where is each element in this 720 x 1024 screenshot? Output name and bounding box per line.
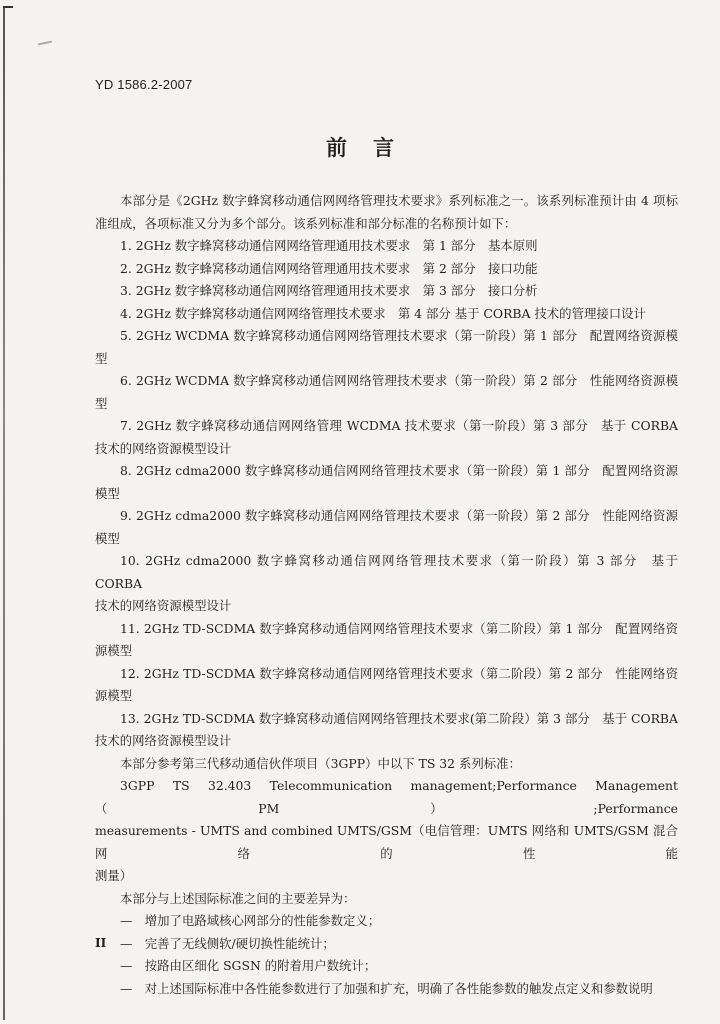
difference-item: — 对上述国际标准中各性能参数进行了加强和扩充，明确了各性能参数的触发点定义和参数说明 xyxy=(120,980,653,996)
differences-intro: 本部分与上述国际标准之间的主要差异为： xyxy=(120,890,356,906)
list-item-continuation: 型 xyxy=(95,395,108,411)
standards-list xyxy=(95,235,678,753)
list-item: 3. 2GHz 数字蜂窝移动通信网网络管理通用技术要求 第 3 部分 接口分析 xyxy=(120,283,538,298)
reference-line-3: 测量） xyxy=(95,868,133,883)
difference-item: — 完善了无线侧软/硬切换性能统计； xyxy=(120,935,335,951)
list-item: 12. 2GHz TD-SCDMA 数字蜂窝移动通信网网络管理技术要求（第二阶段）第 2 部分 性能网络资 xyxy=(120,665,678,681)
list-item-continuation: 源模型 xyxy=(95,643,133,658)
list-item-continuation: 技术的网络资源模型设计 xyxy=(95,440,232,456)
list-item: 4. 2GHz 数字蜂窝移动通信网网络管理技术要求 第 4 部分 基于 CORBA 技术的管理接口设计 xyxy=(120,305,646,321)
list-item: 8. 2GHz cdma2000 数字蜂窝移动通信网网络管理技术要求（第一阶段）第 1 部分 配置网络资源 xyxy=(120,463,678,478)
list-item: 6. 2GHz WCDMA 数字蜂窝移动通信网网络管理技术要求（第一阶段）第 2 部分 性能网络资源模 xyxy=(120,373,678,388)
list-item-continuation: 技术的网络资源模型设计 xyxy=(95,598,232,613)
intro-line-1: 本部分是《2GHz 数字蜂窝移动通信网网络管理技术要求》系列标准之一。该系列标准预计由 4 项标 xyxy=(120,193,678,208)
list-item: 11. 2GHz TD-SCDMA 数字蜂窝移动通信网网络管理技术要求（第二阶段）第 1 部分 配置网络资 xyxy=(120,620,678,636)
list-item-continuation: 模型 xyxy=(95,530,120,546)
difference-item: — 增加了电路域核心网部分的性能参数定义； xyxy=(120,913,381,928)
difference-item: — 按路由区细化 SGSN 的附着用户数统计； xyxy=(120,958,377,973)
list-item-continuation: 源模型 xyxy=(95,688,133,703)
reference-intro: 本部分参考第三代移动通信伙伴项目（3GPP）中以下 TS 32 系列标准： xyxy=(120,755,521,771)
list-item: 1. 2GHz 数字蜂窝移动通信网网络管理通用技术要求 第 1 部分 基本原则 xyxy=(120,238,538,253)
list-item: 7. 2GHz 数字蜂窝移动通信网网络管理 WCDMA 技术要求（第一阶段）第 3 部分 基于 CORBA xyxy=(120,418,678,433)
intro-line-2: 准组成，各项标准又分为多个部分。该系列标准和部分标准的名称预计如下： xyxy=(95,215,517,231)
scan-speck xyxy=(38,41,52,46)
list-item: 2. 2GHz 数字蜂窝移动通信网网络管理通用技术要求 第 2 部分 接口功能 xyxy=(120,260,538,276)
reference-line-1: 3GPP TS 32.403 Telecommunication management;Performance Management （PM）;Performance xyxy=(95,778,678,816)
list-item-continuation: 模型 xyxy=(95,485,120,501)
page-title: 前言 xyxy=(326,136,420,160)
reference-line-2: measurements - UMTS and combined UMTS/GSM（电信管理：UMTS 网络和 UMTS/GSM 混合网络的性能 xyxy=(95,823,678,861)
list-item: 13. 2GHz TD-SCDMA 数字蜂窝移动通信网网络管理技术要求(第二阶段）第 3 部分 基于 CORBA xyxy=(120,710,678,726)
body-text xyxy=(95,190,678,1000)
document-code: YD 1586.2-2007 xyxy=(95,77,193,92)
list-item: 5. 2GHz WCDMA 数字蜂窝移动通信网网络管理技术要求（第一阶段）第 1 部分 配置网络资源模 xyxy=(120,328,678,343)
page-number: II xyxy=(95,936,107,950)
scan-corner-mark xyxy=(3,6,13,8)
list-item: 10. 2GHz cdma2000 数字蜂窝移动通信网网络管理技术要求（第一阶段）第 3 部分 基于 CORBA xyxy=(95,553,678,591)
list-item-continuation: 技术的网络资源模型设计 xyxy=(95,733,232,748)
list-item-continuation: 型 xyxy=(95,350,108,366)
list-item: 9. 2GHz cdma2000 数字蜂窝移动通信网网络管理技术要求（第一阶段）第 2 部分 性能网络资源 xyxy=(120,508,678,523)
